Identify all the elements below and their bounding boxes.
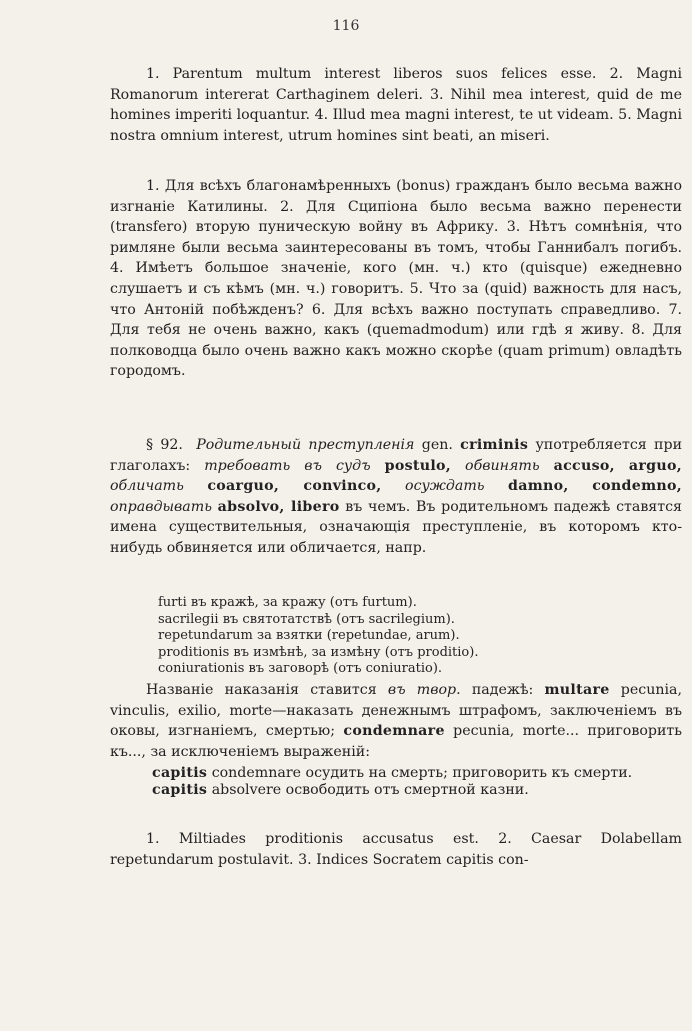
punishment-text-1: Названіе наказанія ставится (146, 682, 377, 698)
section-mark: § 92. (146, 437, 183, 453)
section-92-paragraph (110, 435, 682, 559)
final-exercise (110, 829, 682, 870)
punishment-text (110, 680, 682, 762)
punishment-text-3: pecunia, vinculis, exilio, morte—наказать денежнымъ штрафомъ, заключеніемъ въ оковы, изгнаніемъ, смертью; (110, 682, 683, 740)
russian-exercise-text: 1. Для всѣхъ благонамѣренныхъ (bonus) гражданъ было весьма важно изгнаніе Катилины. 2. Для Сципіона было весьма важно перенести (transfero) вторую пуническую войну въ Африку. 3. Нѣтъ сомнѣнія, что римляне были весьма заинтересованы въ томъ, чтобы Ганнибалъ погибъ. 4. Имѣетъ большое значеніе, кого (мн. ч.) кто (quisque) ежедневно слушаетъ и съ кѣмъ (мн. ч.) говоритъ. 5. Что за (quid) важность для насъ, что Антоній побѣжденъ? 6. Для всѣхъ важно поступать справедливо. 7. Для тебя не очень важно, какъ (quemadmodum) или гдѣ я живу. 8. Для полководца было очень важно какъ можно скорѣе (quam primum) овладѣть городомъ. (110, 178, 682, 380)
final-exercise-text: 1. Miltiades proditionis accusatus est. 2. Caesar Dolabellam repetundarum postulavit. 3. Indices Socratem capitis con- (110, 831, 682, 868)
term-absolvo: absolvo, libero (217, 498, 340, 515)
russian-exercise (110, 176, 682, 382)
term-multare: multare (544, 682, 610, 698)
section-text-gen: gen. (421, 437, 453, 453)
phrase-expose: обличать (110, 478, 184, 495)
term-damno: damno, (508, 478, 569, 495)
term-condemnare: condemnare (343, 723, 445, 740)
crime-example: furti въ кражѣ, за кражу (отъ furtum). (158, 595, 417, 610)
section-text-verbs: употребляется при глаголахъ: (110, 437, 683, 474)
crime-example: proditionis въ измѣнѣ, за измѣну (отъ proditio). (158, 644, 479, 660)
punishment-paragraph (110, 680, 682, 762)
term-condemno: condemno, (592, 478, 682, 495)
crime-example: coniurationis въ заговорѣ (отъ coniuratio). (158, 661, 443, 676)
page-number: 116 (332, 18, 360, 34)
capitis-examples-list (152, 765, 672, 799)
crime-example: sacrilegii въ святотатствѣ (отъ sacrilegium). (158, 611, 455, 627)
punishment-case: въ твор. (387, 682, 461, 698)
phrase-accuse: обвинять (465, 457, 540, 474)
capitis-lead: capitis (152, 782, 208, 798)
capitis-lead: capitis (152, 765, 208, 781)
section-title: Родительный преступленія (196, 437, 415, 453)
capitis-rest: absolvere освободить отъ смертной казни. (211, 782, 529, 798)
term-arguo: arguo, (628, 457, 682, 474)
term-accuso: accuso, (553, 457, 615, 474)
latin-exercise-text: 1. Parentum multum interest liberos suos felices esse. 2. Magni Romanorum intererat Carthaginem deleri. 3. Nihil mea interest, quid de me homines imperiti loquantur. 4. Illud mea magni interest, te ut videam. 5. Magni nostra omnium interest, utrum homines sint beati, an miseri. (110, 66, 682, 144)
crime-example: repetundarum за взятки (repetundae, arum). (158, 628, 460, 643)
term-criminis: criminis (460, 437, 529, 453)
term-coarguo: coarguo, convinco, (207, 478, 382, 495)
crime-examples-list (158, 595, 658, 678)
section-text-explanation: въ чемъ. Въ родительномъ падежѣ ставятся имена существительныя, означающія преступленіе, въ которомъ кто-нибудь обвиняется или обличается, напр. (110, 498, 682, 556)
phrase-summon: требовать въ судъ (204, 457, 371, 474)
capitis-example (152, 782, 672, 799)
capitis-rest: condemnare осудить на смерть; приговорить къ смерти. (211, 765, 633, 781)
capitis-example (152, 765, 672, 782)
term-postulo: postulo, (384, 457, 452, 474)
punishment-text-4: pecunia, morte... приговорить къ..., за исключеніемъ выраженій: (110, 723, 682, 760)
phrase-condemn: осуждать (405, 478, 485, 495)
section-92 (110, 435, 682, 559)
phrase-acquit: оправдывать (110, 498, 212, 515)
latin-exercise (110, 64, 682, 146)
punishment-text-2: падежѣ: (471, 682, 534, 698)
